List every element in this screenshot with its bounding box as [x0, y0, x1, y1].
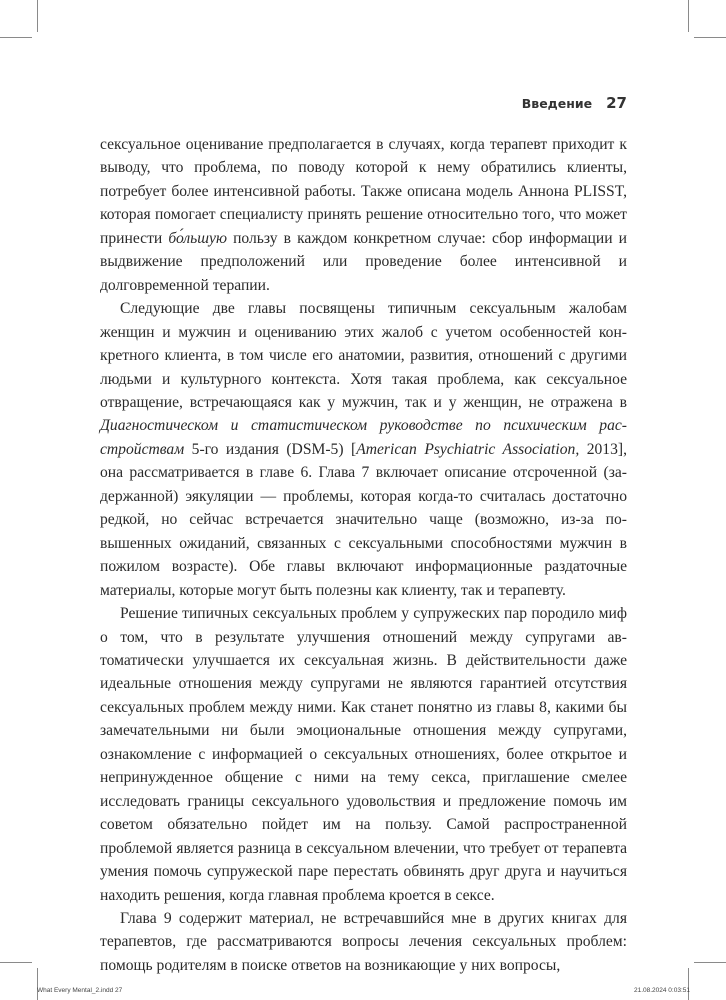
paragraph-3 — [100, 602, 627, 907]
paragraph-2 — [100, 297, 627, 602]
running-head — [522, 94, 627, 112]
slug-timestamp: 21.08.2024 0:03:51 — [633, 987, 690, 994]
print-slug — [0, 987, 726, 999]
page-number: 27 — [606, 94, 627, 112]
text-run: Глава 9 содержит материал, не встречавшийся мне в других книгах для терапевтов, где рассматриваются вопросы лечения сексуальных проблем: помощь родителям в поиске ответов на возникающие у них вопросы, — [100, 909, 627, 974]
italic-run: бо́льшую — [168, 229, 227, 247]
text-run: 5-го издания (DSM-5) [ — [184, 440, 357, 458]
italic-run: American Psychiatric Association, — [356, 440, 580, 458]
paragraph-1 — [100, 133, 627, 297]
text-run: сексуальное оценивание предполагается в случаях, когда терапевт приходит к выводу, что проблема, по поводу которой к нему обратились клиенты, потребует более интенсивной работы. Также описана модель Аннона PLISST, которая помогает специалисту принять решение относительно того, что может принести — [100, 136, 627, 247]
slug-filename: What Every Mental_2.indd 27 — [37, 987, 123, 994]
text-run: Решение типичных сексуальных проблем у супружеских пар породило миф о том, что в результате улучшения отношений между супругами автоматически улучшается их сексуальная жизнь. В действительности даже идеальные отношения между супругами не являются гарантией отсутствия сексуальных проблем между ними. Как станет понятно из главы 8, какими бы замечательными ни были эмоциональные отношения между супругами, ознакомление с информацией о сексуальных отношениях, более открытое и непринужденное общение с ними на тему секса, приглашение смелее исследовать границы сексуального удовольствия и предложение помочь им советом обязательно пойдет им на пользу. Самой распространенной проблемой является разница в сексуальном влечении, что требует от терапевта умения помочь супружеской паре перестать обвинять друг друга и научиться находить решения, когда главная проблема кроется в сексе. — [100, 605, 627, 904]
text-run: пользу в каждом конкретном случае: сбор информации и выдвижение предположений или проведение более интенсивной и долговременной терапии. — [100, 229, 628, 294]
crop-mark-bottom-right-horizontal — [694, 962, 726, 963]
paragraph-4 — [100, 907, 627, 977]
crop-mark-top-left-vertical — [37, 0, 38, 32]
crop-mark-bottom-left-horizontal — [0, 962, 32, 963]
text-run: Следующие две главы посвящены типичным сексуальным жалобам женщин и мужчин и оцениванию этих жалоб с учетом особенностей конкретного клиента, в том числе его анатомии, развития, отношений с другими людьми и культурного контекста. Хотя такая проблема, как сексуальное отвращение, встречающаяся как у мужчин, так и у женщин, не отражена в — [100, 300, 627, 411]
running-head-section: Введение — [521, 96, 593, 111]
body-text — [100, 133, 627, 977]
text-run: 2013], она рассматривается в главе 6. Глава 7 включает описание отсроченной (задержанной) эякуляции — проблемы, которая когда-то считалась достаточно редкой, но сейчас встречается значительно чаще (возможно, из-за повышенных ожиданий, связанных с сексуальными способностями мужчин в пожилом возрасте). Обе главы включают информационные раздаточные материалы, которые могут быть полезны как клиенту, так и терапевту. — [100, 440, 627, 599]
italic-run: Диагностическом и статистическом руководстве по психическим расстройствам — [100, 417, 627, 458]
crop-mark-top-left-horizontal — [0, 37, 32, 38]
crop-mark-top-right-horizontal — [694, 37, 726, 38]
crop-mark-top-right-vertical — [688, 0, 689, 32]
